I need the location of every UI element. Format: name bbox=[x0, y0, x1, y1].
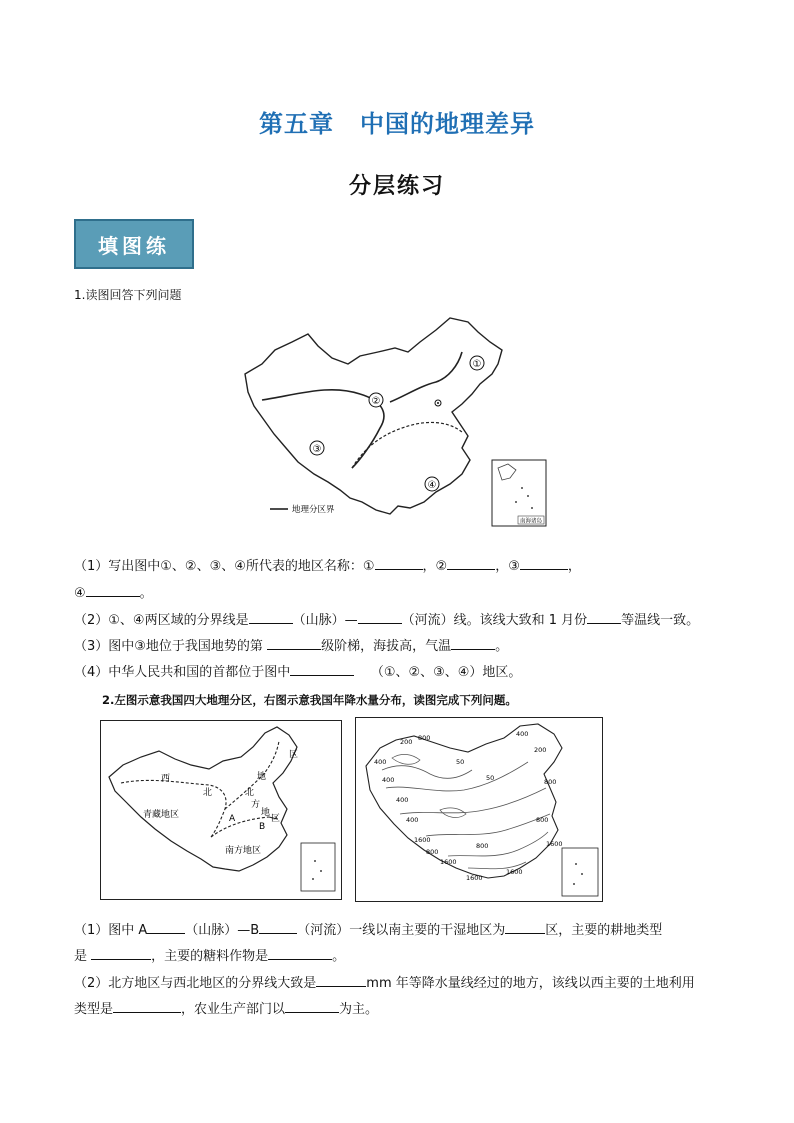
map-legend: 地理分区界 bbox=[292, 505, 335, 515]
answer-blank[interactable] bbox=[447, 557, 495, 570]
svg-text:200: 200 bbox=[400, 738, 413, 746]
svg-text:西: 西 bbox=[161, 774, 171, 784]
svg-text:800: 800 bbox=[544, 778, 557, 786]
svg-text:200: 200 bbox=[534, 746, 547, 754]
answer-blank[interactable] bbox=[358, 611, 402, 624]
svg-text:南方地区: 南方地区 bbox=[225, 846, 262, 856]
svg-text:北: 北 bbox=[245, 788, 255, 798]
question-1-part-3: （3）图中③地位于我国地势的第 级阶梯，海拔高，气温 。 bbox=[74, 639, 509, 654]
svg-text:区: 区 bbox=[271, 814, 281, 824]
answer-blank[interactable] bbox=[249, 611, 293, 624]
map-label-4: ④ bbox=[427, 480, 437, 491]
question-1-part-1-cont: ④ 。 bbox=[74, 586, 153, 601]
svg-text:B: B bbox=[259, 822, 266, 832]
precipitation-map bbox=[355, 717, 603, 902]
answer-blank[interactable] bbox=[587, 611, 621, 624]
svg-text:1600: 1600 bbox=[466, 874, 483, 882]
answer-blank[interactable] bbox=[290, 663, 354, 676]
chapter-name: 中国的地理差异 bbox=[360, 110, 535, 138]
question-1-intro: 1.读图回答下列问题 bbox=[74, 288, 182, 302]
svg-text:50: 50 bbox=[486, 774, 495, 782]
answer-blank[interactable] bbox=[268, 947, 332, 960]
svg-text:400: 400 bbox=[396, 796, 409, 804]
answer-blank[interactable] bbox=[375, 557, 423, 570]
four-regions-map bbox=[100, 720, 342, 900]
inset-label: 南海诸岛 bbox=[519, 518, 543, 525]
answer-blank[interactable] bbox=[451, 637, 495, 650]
svg-text:400: 400 bbox=[374, 758, 387, 766]
answer-blank[interactable] bbox=[505, 921, 545, 934]
question-1-part-2: （2）①、④两区域的分界线是 （山脉）— （河流）线。该线大致和 1 月份 等温线一致。 bbox=[74, 613, 700, 628]
chapter-title bbox=[0, 104, 794, 139]
answer-blank[interactable] bbox=[113, 1000, 181, 1013]
svg-text:800: 800 bbox=[426, 848, 439, 856]
answer-blank[interactable] bbox=[316, 974, 366, 987]
svg-text:方: 方 bbox=[251, 800, 261, 810]
svg-text:地: 地 bbox=[257, 772, 267, 782]
svg-text:400: 400 bbox=[382, 776, 395, 784]
section-badge: 填图练 bbox=[74, 219, 194, 269]
question-2-intro: 2.左图示意我国四大地理分区，右图示意我国年降水量分布，读图完成下列问题。 bbox=[102, 693, 517, 707]
svg-text:青藏地区: 青藏地区 bbox=[143, 810, 180, 820]
svg-text:A: A bbox=[229, 814, 236, 824]
question-2-part-1-cont: 是 ，主要的糖料作物是 。 bbox=[74, 949, 346, 964]
question-1-part-4: （4）中华人民共和国的首都位于图中 （①、②、③、④）地区。 bbox=[74, 665, 522, 680]
svg-text:800: 800 bbox=[536, 816, 549, 824]
svg-text:区: 区 bbox=[289, 750, 299, 760]
map-label-1: ① bbox=[472, 359, 482, 370]
map-label-2: ② bbox=[371, 396, 381, 407]
question-2-part-1: （1）图中 A （山脉）—B （河流）一线以南主要的干湿地区为 区，主要的耕地类型 bbox=[74, 923, 663, 938]
svg-text:400: 400 bbox=[516, 730, 529, 738]
answer-blank[interactable] bbox=[520, 557, 568, 570]
question-2-part-2: （2）北方地区与西北地区的分界线大致是 mm 年等降水量线经过的地方，该线以西主要的土地利用 bbox=[74, 976, 695, 991]
svg-text:1600: 1600 bbox=[546, 840, 563, 848]
svg-text:50: 50 bbox=[456, 758, 465, 766]
page-subtitle: 分层练习 bbox=[348, 174, 445, 199]
answer-blank[interactable] bbox=[285, 1000, 339, 1013]
svg-text:1600: 1600 bbox=[440, 858, 457, 866]
svg-text:800: 800 bbox=[418, 734, 431, 742]
svg-text:800: 800 bbox=[476, 842, 489, 850]
answer-blank[interactable] bbox=[91, 947, 151, 960]
svg-text:1600: 1600 bbox=[506, 868, 523, 876]
answer-blank[interactable] bbox=[86, 584, 140, 597]
china-regions-map bbox=[240, 312, 552, 530]
chapter-number: 第五章 bbox=[259, 110, 334, 138]
svg-text:1600: 1600 bbox=[414, 836, 431, 844]
answer-blank[interactable] bbox=[267, 637, 321, 650]
question-2-part-2-cont: 类型是 ，农业生产部门以 为主。 bbox=[74, 1002, 379, 1017]
svg-text:400: 400 bbox=[406, 816, 419, 824]
svg-text:北: 北 bbox=[203, 788, 213, 798]
map-label-3: ③ bbox=[312, 444, 322, 455]
svg-text:地: 地 bbox=[261, 808, 271, 818]
question-1-part-1: （1）写出图中①、②、③、④所代表的地区名称：① ，② ，③ ， bbox=[74, 559, 581, 574]
answer-blank[interactable] bbox=[147, 921, 185, 934]
answer-blank[interactable] bbox=[259, 921, 297, 934]
